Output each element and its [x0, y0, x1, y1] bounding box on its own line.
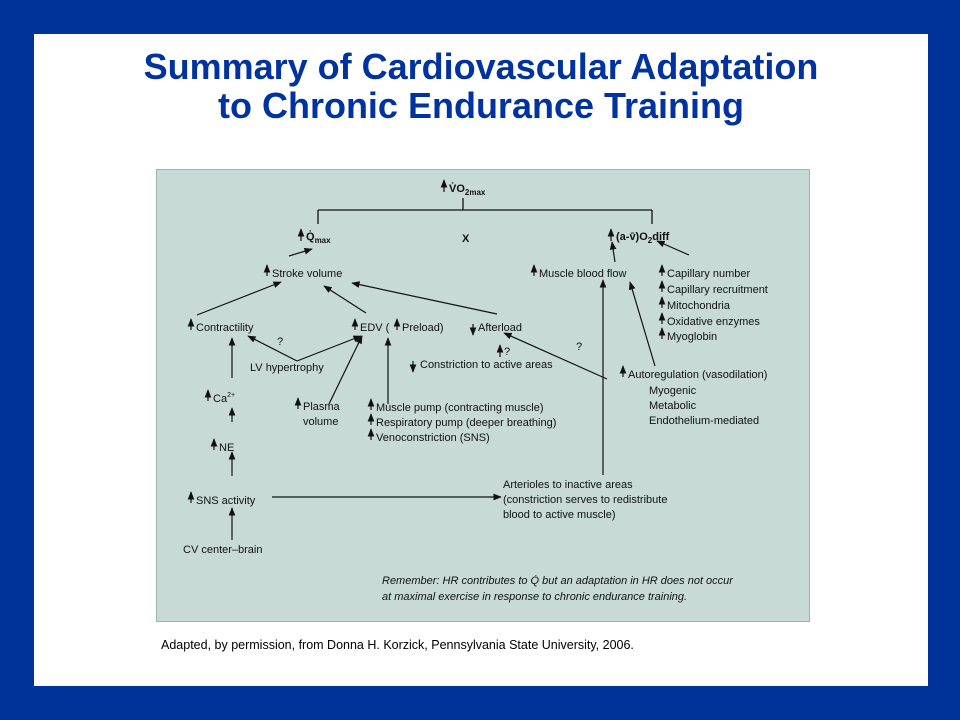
label-multiply: X [462, 233, 470, 245]
source-credit: Adapted, by permission, from Donna H. Korzick, Pennsylvania State University, 2006. [161, 638, 634, 652]
label-preload: Preload) [402, 322, 444, 334]
top-bracket [318, 198, 652, 224]
adaptation-diagram [156, 169, 810, 622]
label-question-autoregulation: ? [576, 341, 583, 353]
label-arterioles-2: (constriction serves to redistribute [503, 494, 668, 506]
label-stroke-volume: Stroke volume [272, 268, 343, 280]
label-respiratory-pump: Respiratory pump (deeper breathing) [376, 417, 557, 429]
label-capillary-number: Capillary number [667, 268, 751, 280]
label-afterload: Afterload [478, 322, 523, 334]
label-contractility: Contractility [196, 322, 254, 334]
arrow-contractility-to-sv [197, 282, 281, 315]
label-volume: volume [303, 416, 339, 428]
arrow-peripheral-to-avo2 [657, 241, 689, 255]
label-sns-activity: SNS activity [196, 495, 256, 507]
label-capillary-recruitment: Capillary recruitment [667, 284, 768, 296]
label-endothelium: Endothelium-mediated [649, 415, 760, 427]
slide [34, 34, 928, 686]
change-indicators [191, 180, 662, 503]
arrow-autoreg-to-flow [630, 282, 655, 366]
label-myoglobin: Myoglobin [667, 331, 718, 343]
label-vo2max: $V̇O_{2max}$ [449, 183, 486, 197]
label-question-lvh: ? [277, 336, 284, 348]
arrow-flow-to-avo2 [612, 242, 615, 262]
remember-line-2: at maximal exercise in response to chronic endurance training. [382, 591, 688, 603]
diagram-canvas [157, 170, 809, 621]
title-line-1: Summary of Cardiovascular Adaptation [143, 46, 819, 87]
label-oxidative-enzymes: Oxidative enzymes [667, 316, 760, 328]
label-autoregulation: Autoregulation (vasodilation) [628, 369, 768, 381]
label-muscle-blood-flow: Muscle blood flow [539, 268, 627, 280]
arrow-lvh-to-contractility [248, 336, 297, 361]
label-arterioles-3: blood to active muscle) [503, 509, 616, 521]
slide-title [34, 47, 928, 125]
label-metabolic: Metabolic [649, 400, 697, 412]
label-edv: EDV ( [360, 322, 390, 334]
label-avo2-diff: $(a-v̄)O_2diff$ [616, 231, 670, 245]
label-question-constriction: ? [504, 346, 511, 358]
arrow-stroke-to-qmax [289, 249, 312, 256]
remember-line-1: Remember: HR contributes to Q̇ but an adaptation in HR does not occur [382, 575, 733, 587]
arrow-afterload-to-sv [352, 283, 497, 314]
label-muscle-pump: Muscle pump (contracting muscle) [376, 402, 544, 414]
label-qmax: $Q̇_{max}$ [306, 231, 331, 245]
label-lv-hypertrophy: LV hypertrophy [250, 362, 324, 374]
label-venoconstriction: Venoconstriction (SNS) [376, 432, 490, 444]
label-mitochondria: Mitochondria [667, 300, 730, 312]
label-ne: NE [219, 442, 235, 454]
title-line-2: to Chronic Endurance Training [217, 85, 745, 126]
arrow-autoreg-to-afterload [504, 333, 607, 379]
label-ca: $Ca^{2+}$ [213, 392, 236, 405]
label-myogenic: Myogenic [649, 385, 697, 397]
label-arterioles-1: Arterioles to inactive areas [503, 479, 633, 491]
arrow-edv-to-sv [324, 286, 366, 313]
label-cv-center: CV center–brain [183, 544, 263, 556]
label-constriction: Constriction to active areas [420, 359, 553, 371]
label-plasma: Plasma [303, 401, 340, 413]
